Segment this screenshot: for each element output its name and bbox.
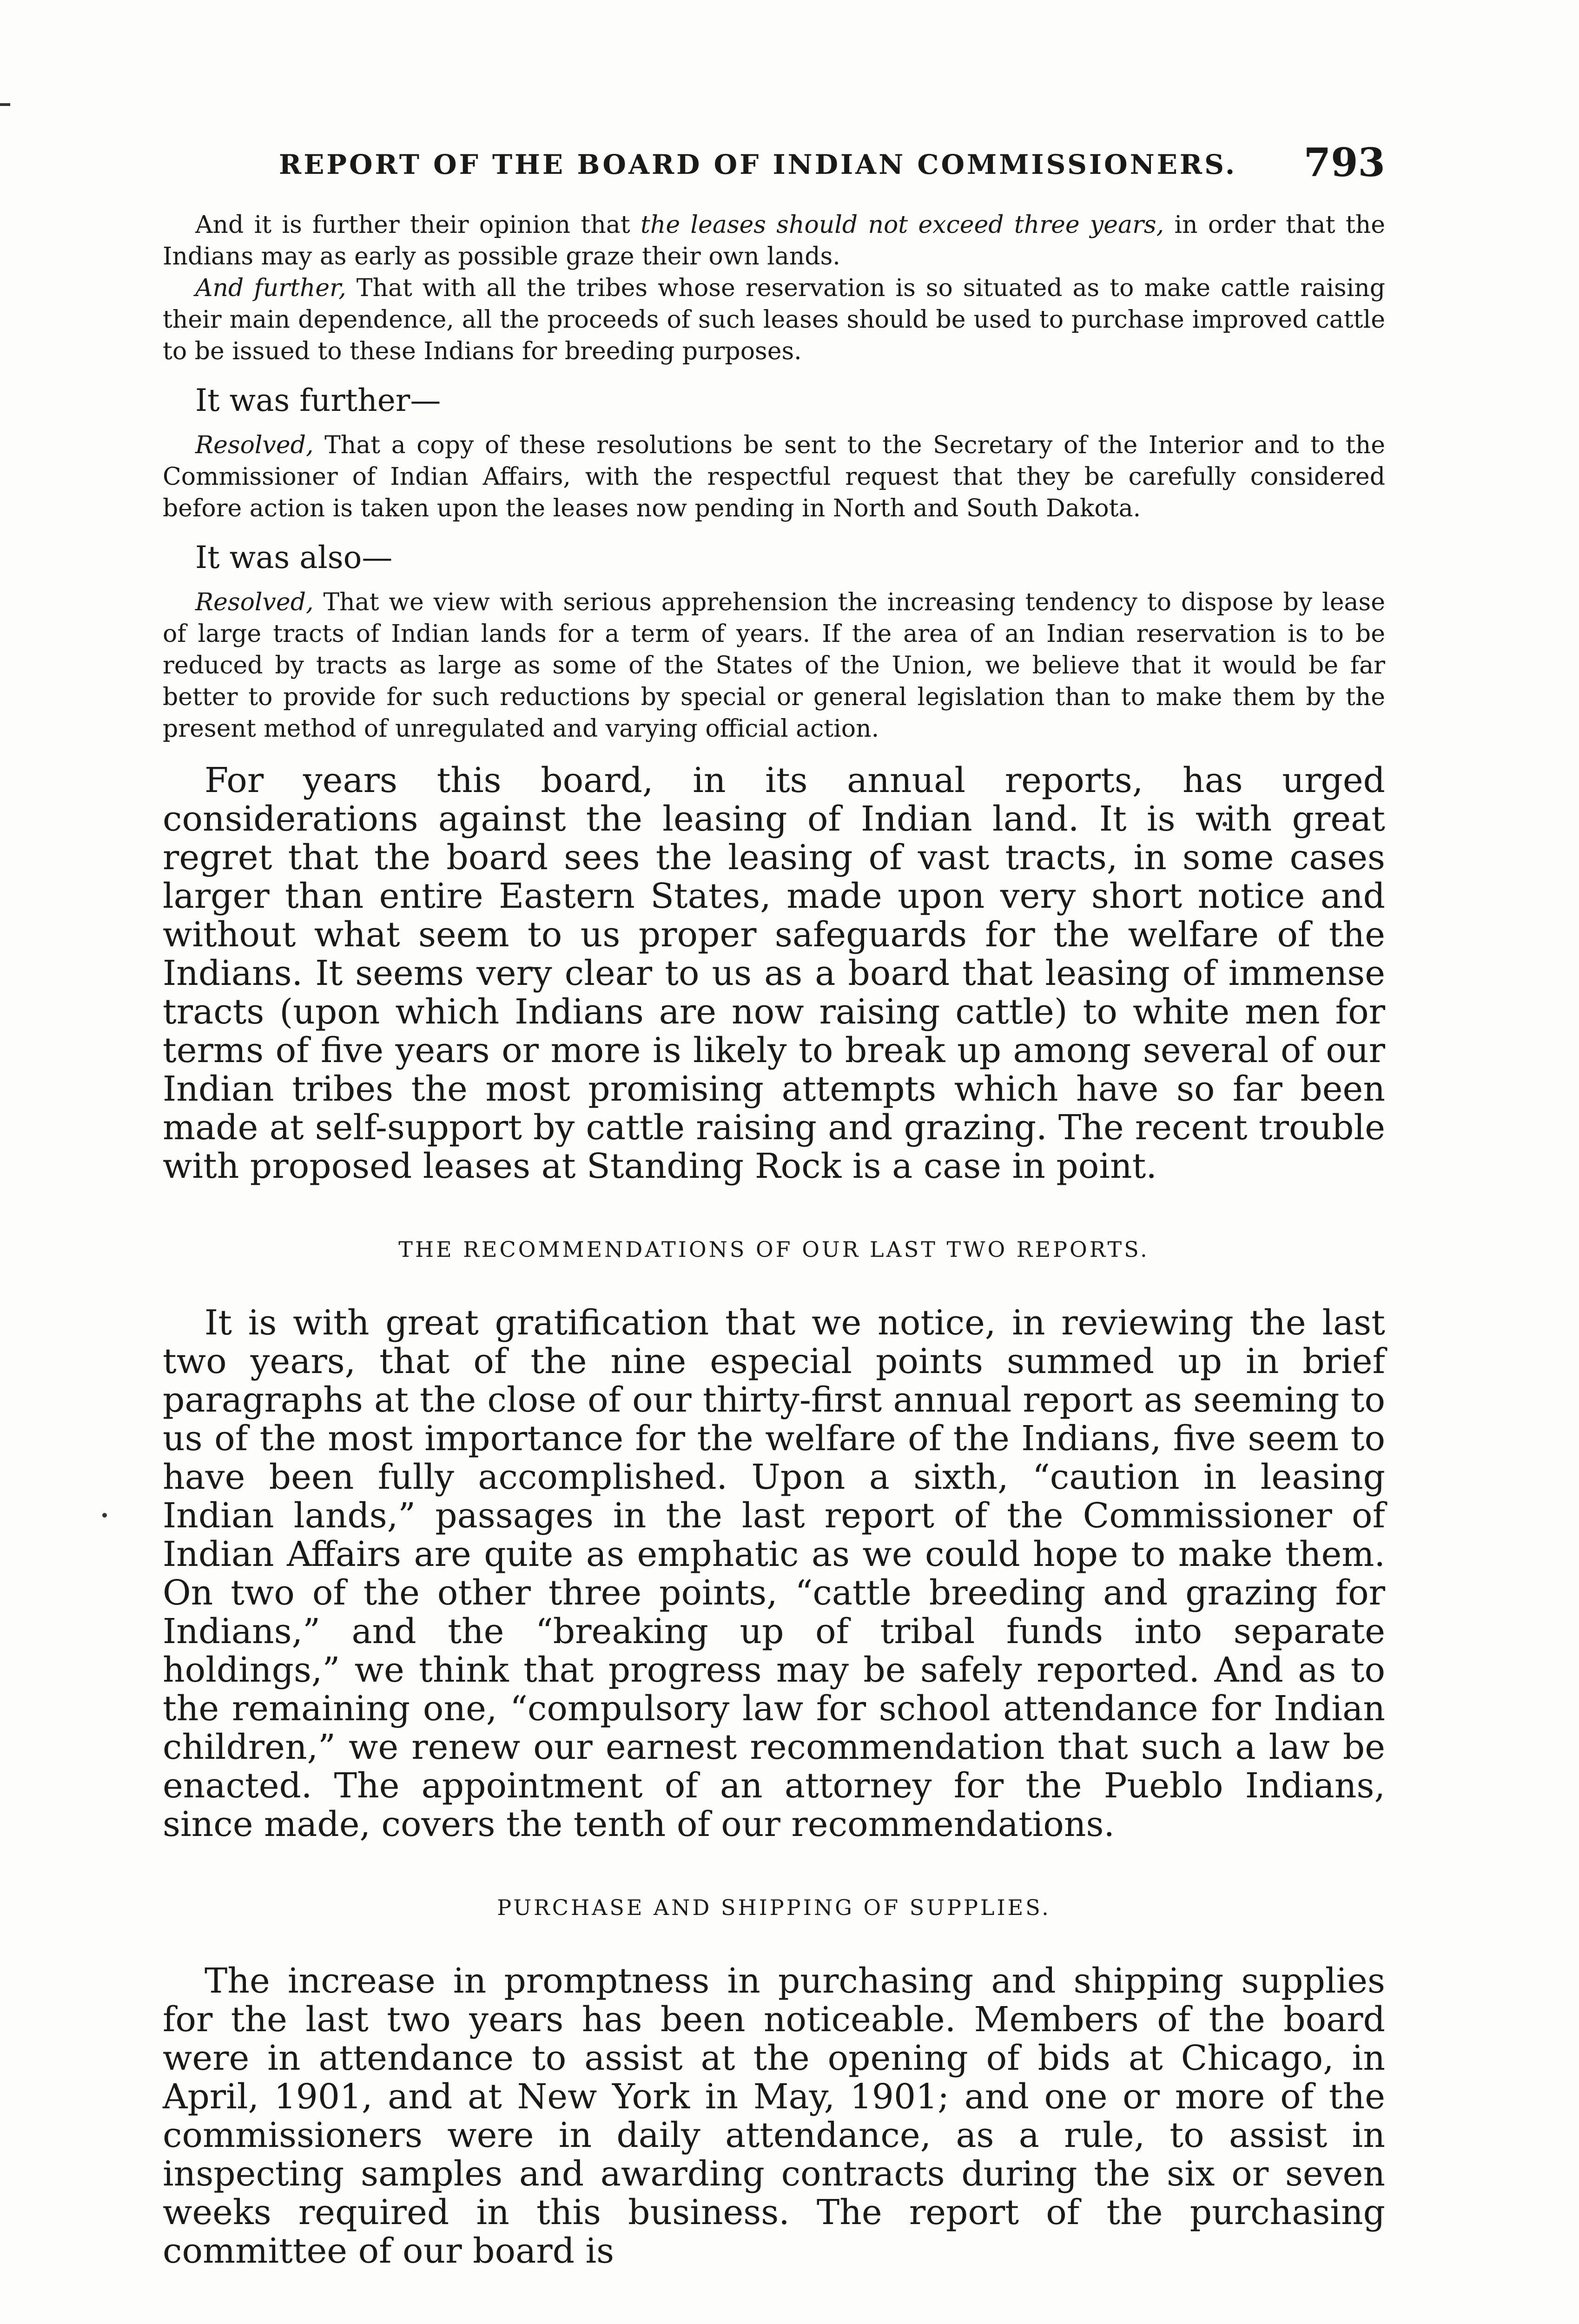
text-run: And it is further their opinion that [195, 211, 641, 239]
paragraph-leasing-considerations: For years this board, in its annual reports, has urged considerations against the leasing of Indian land. It is with great regret that the board sees the leasing of vast tracts, in some cases larger than entire Eastern States, made upon very short notice and without what seem to us proper safeguards for the welfare of the Indians. It seems very clear to us as a board that leasing of immense tracts (upon which Indians are now raising cattle) to white men for terms of five years or more is likely to break up among several of our Indian tribes the most promising attempts which have so far been made at self-support by cattle raising and grazing. The recent trouble with proposed leases at Standing Rock is a case in point. [163, 760, 1385, 1186]
text-run: in order that the Indians may as early as possible graze their own lands. [163, 211, 1385, 271]
italic-run: And further, [195, 274, 346, 302]
margin-mark [102, 1513, 107, 1518]
paragraph-supplies: The increase in promptness in purchasing and shipping supplies for the last two years has been noticeable. Members of the board were in attendance to assist at the opening of bids at Chicago, in April, 1901, and at New York in May, 1901; and one or more of the commissioners were in daily attendance, as a rule, to assist in inspecting samples and awarding contracts during the six or seven weeks required in this business. The report of the purchasing committee of our board is [163, 1961, 1385, 2271]
lead-it-was-also: It was also— [195, 540, 393, 575]
paragraph-recommendations: It is with great gratification that we notice, in reviewing the last two years, that of the nine especial points summed up in brief paragraphs at the close of our thirty-first annual report as seeming to us of the most importance for the welfare of the Indians, five seem to have been fully accomplished. Upon a sixth, “caution in leasing Indian lands,” passages in the last report of the Commissioner of Indian Affairs are quite as emphatic as we could hope to make them. On two of the other three points, “cattle breeding and grazing for Indians,” and the “breaking up of tribal funds into separate holdings,” we think that progress may be safely reported. And as to the remaining one, “compulsory law for school attendance for Indian children,” we renew our earnest recommendation that such a law be enacted. The appointment of an attorney for the Pueblo Indians, since made, covers the tenth of our recommendations. [163, 1303, 1385, 1844]
text-run: That a copy of these resolutions be sent to the Secretary of the Interior and to the Commissioner of Indian Affairs, with the respectful request that they be carefully considered before action is taken upon the leases now pending in North and South Dakota. [163, 431, 1385, 522]
italic-run: Resolved, [195, 431, 314, 459]
page-number: 793 [1303, 139, 1385, 185]
paragraph-cattle-proceeds [163, 272, 1385, 367]
page-header [163, 139, 1385, 191]
lead-it-was-further: It was further— [195, 383, 441, 418]
page-content [163, 139, 1385, 2271]
margin-mark [0, 103, 10, 106]
italic-run: the leases should not exceed three years, [640, 211, 1164, 239]
text-run: That with all the tribes whose reservation is so situated as to make cattle raising their main dependence, all the proceeds of such leases should be used to purchase improved cattle to be issued to these Indians for breeding purposes. [163, 274, 1385, 365]
section-heading-recommendations: THE RECOMMENDATIONS OF OUR LAST TWO REPORTS. [398, 1237, 1150, 1262]
section-heading-supplies: PURCHASE AND SHIPPING OF SUPPLIES. [497, 1895, 1051, 1920]
italic-run: Resolved, [195, 588, 314, 616]
paragraph-resolution-copy [163, 429, 1385, 524]
text-run: That we view with serious apprehension the increasing tendency to dispose by lease of large tracts of Indian lands for a term of years. If the area of an Indian reservation is to be reduced by tracts as large as some of the States of the Union, we believe that it would be far better to provide for such reductions by special or general legislation than to make them by the present method of unregulated and varying official action. [163, 588, 1385, 743]
running-head: REPORT OF THE BOARD OF INDIAN COMMISSIONERS. [279, 149, 1237, 180]
paragraph-lease-term [163, 209, 1385, 272]
paragraph-resolution-apprehension [163, 587, 1385, 745]
